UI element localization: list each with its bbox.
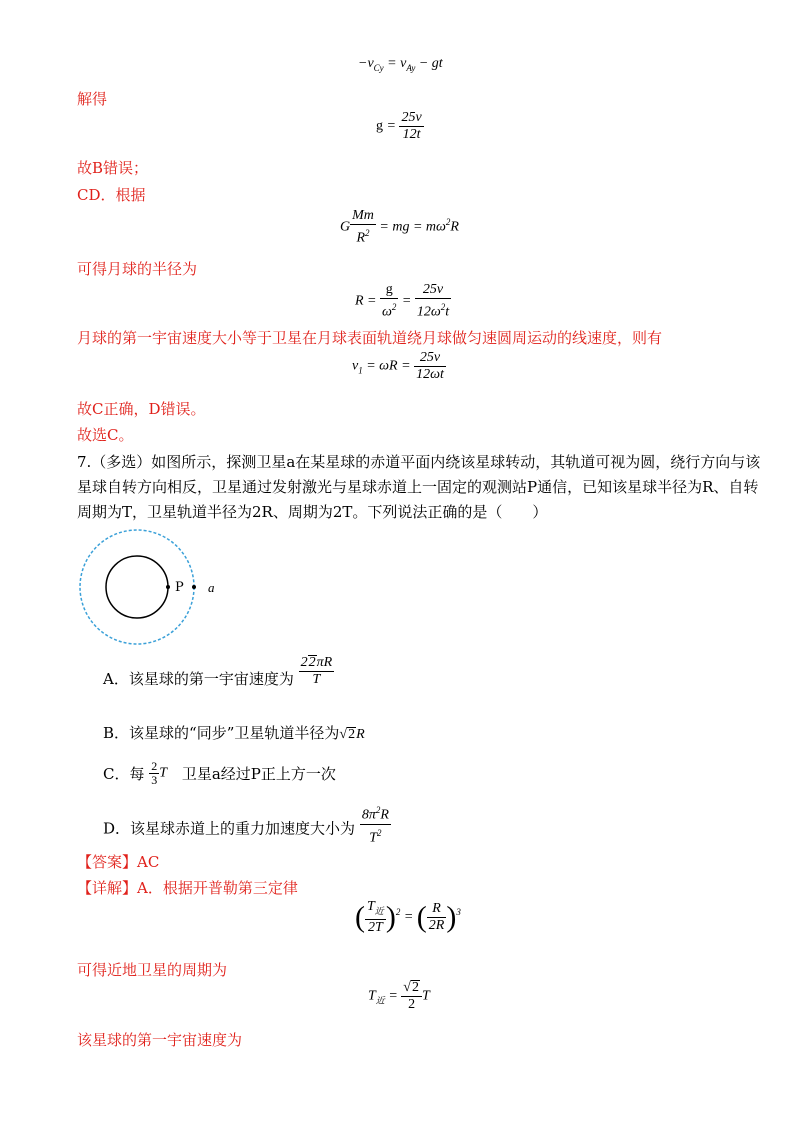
question-line-3: 周期为T，卫星轨道半径为2R、周期为2T。下列说法正确的是（ ）	[77, 503, 548, 521]
option-b[interactable]	[103, 722, 365, 743]
text-first-cosmic: 月球的第一宇宙速度大小等于卫星在月球表面轨道绕月球做匀速圆周运动的线速度，则有	[77, 329, 663, 347]
option-c[interactable]: C．每 $\frac{2}{3}$ T 卫星a经过P正上方一次	[103, 759, 336, 787]
option-c-formula: $\frac{2}{3}$	[151, 759, 158, 787]
text-first-cosmic-speed: 该星球的第一宇宙速度为	[77, 1031, 243, 1049]
option-c-post: 卫星a经过P正上方一次	[181, 765, 336, 783]
equation-v1: $v_1 = \omega R$ = $\frac{25v}{12\omega t}$	[352, 350, 444, 382]
label-a: a	[208, 580, 215, 595]
text-c-correct: 故C正确，D错误。	[77, 400, 206, 418]
equation-kepler: ( $\frac{T_近}{2T}$ )$^2$ = ( $\frac{R}{2R}$ )$^3$	[355, 899, 461, 935]
planet-circle	[106, 556, 168, 618]
option-c-pre: C．每	[103, 765, 145, 783]
equation-g: g = $\frac{25v}{12t}$	[376, 110, 422, 142]
text-cd-according: CD．根据	[77, 186, 146, 204]
equation-vy: $-v_{Cy} = v_{Ay}$ − gt	[358, 56, 443, 73]
text-moon-radius: 可得月球的半径为	[77, 260, 198, 278]
answer-label: 【答案】AC	[77, 853, 160, 871]
question-line-1: 7.（多选）如图所示，探测卫星a在某星球的赤道平面内绕该星球转动，其轨道可视为圆，绕行方向与该	[77, 453, 761, 471]
text-solve: 解得	[77, 90, 108, 108]
equation-gravity: G $\frac{Mm}{R^2}$ = mg = $m\omega^2R$	[340, 208, 459, 246]
option-b-formula: √2R	[339, 727, 365, 742]
text-b-wrong: 故B错误；	[77, 159, 149, 177]
equation-t-near: $T_近$ = $\frac{√2}{2}$ T	[368, 980, 430, 1012]
option-a-text: A．该星球的第一宇宙速度为	[103, 670, 294, 688]
option-d-text: D．该星球赤道上的重力加速度大小为	[103, 819, 356, 838]
satellite-a-dot	[192, 585, 196, 589]
label-p: P	[175, 580, 184, 595]
option-a-formula: $\frac{22\pi R}{T}$	[300, 655, 333, 687]
equation-radius: R = $\frac{g}{\omega^2}$ = $\frac{25v}{12\omega^2t}$	[355, 282, 450, 320]
station-p-dot	[166, 585, 170, 589]
answer-detail: 【详解】A．根据开普勒第三定律	[77, 879, 298, 897]
question-line-2: 星球自转方向相反，卫星通过发射激光与星球赤道上一固定的观测站P通信，已知该星球半径为R、自转	[77, 478, 759, 496]
option-d[interactable]	[103, 805, 391, 846]
option-d-formula: $\frac{8\pi^2R}{T^2}$	[360, 802, 391, 846]
text-near-period: 可得近地卫星的周期为	[77, 961, 228, 979]
option-b-text: B．该星球的“同步”卫星轨道半径为	[103, 724, 340, 742]
text-choose-c: 故选C。	[77, 426, 134, 444]
option-a[interactable]	[103, 655, 334, 689]
